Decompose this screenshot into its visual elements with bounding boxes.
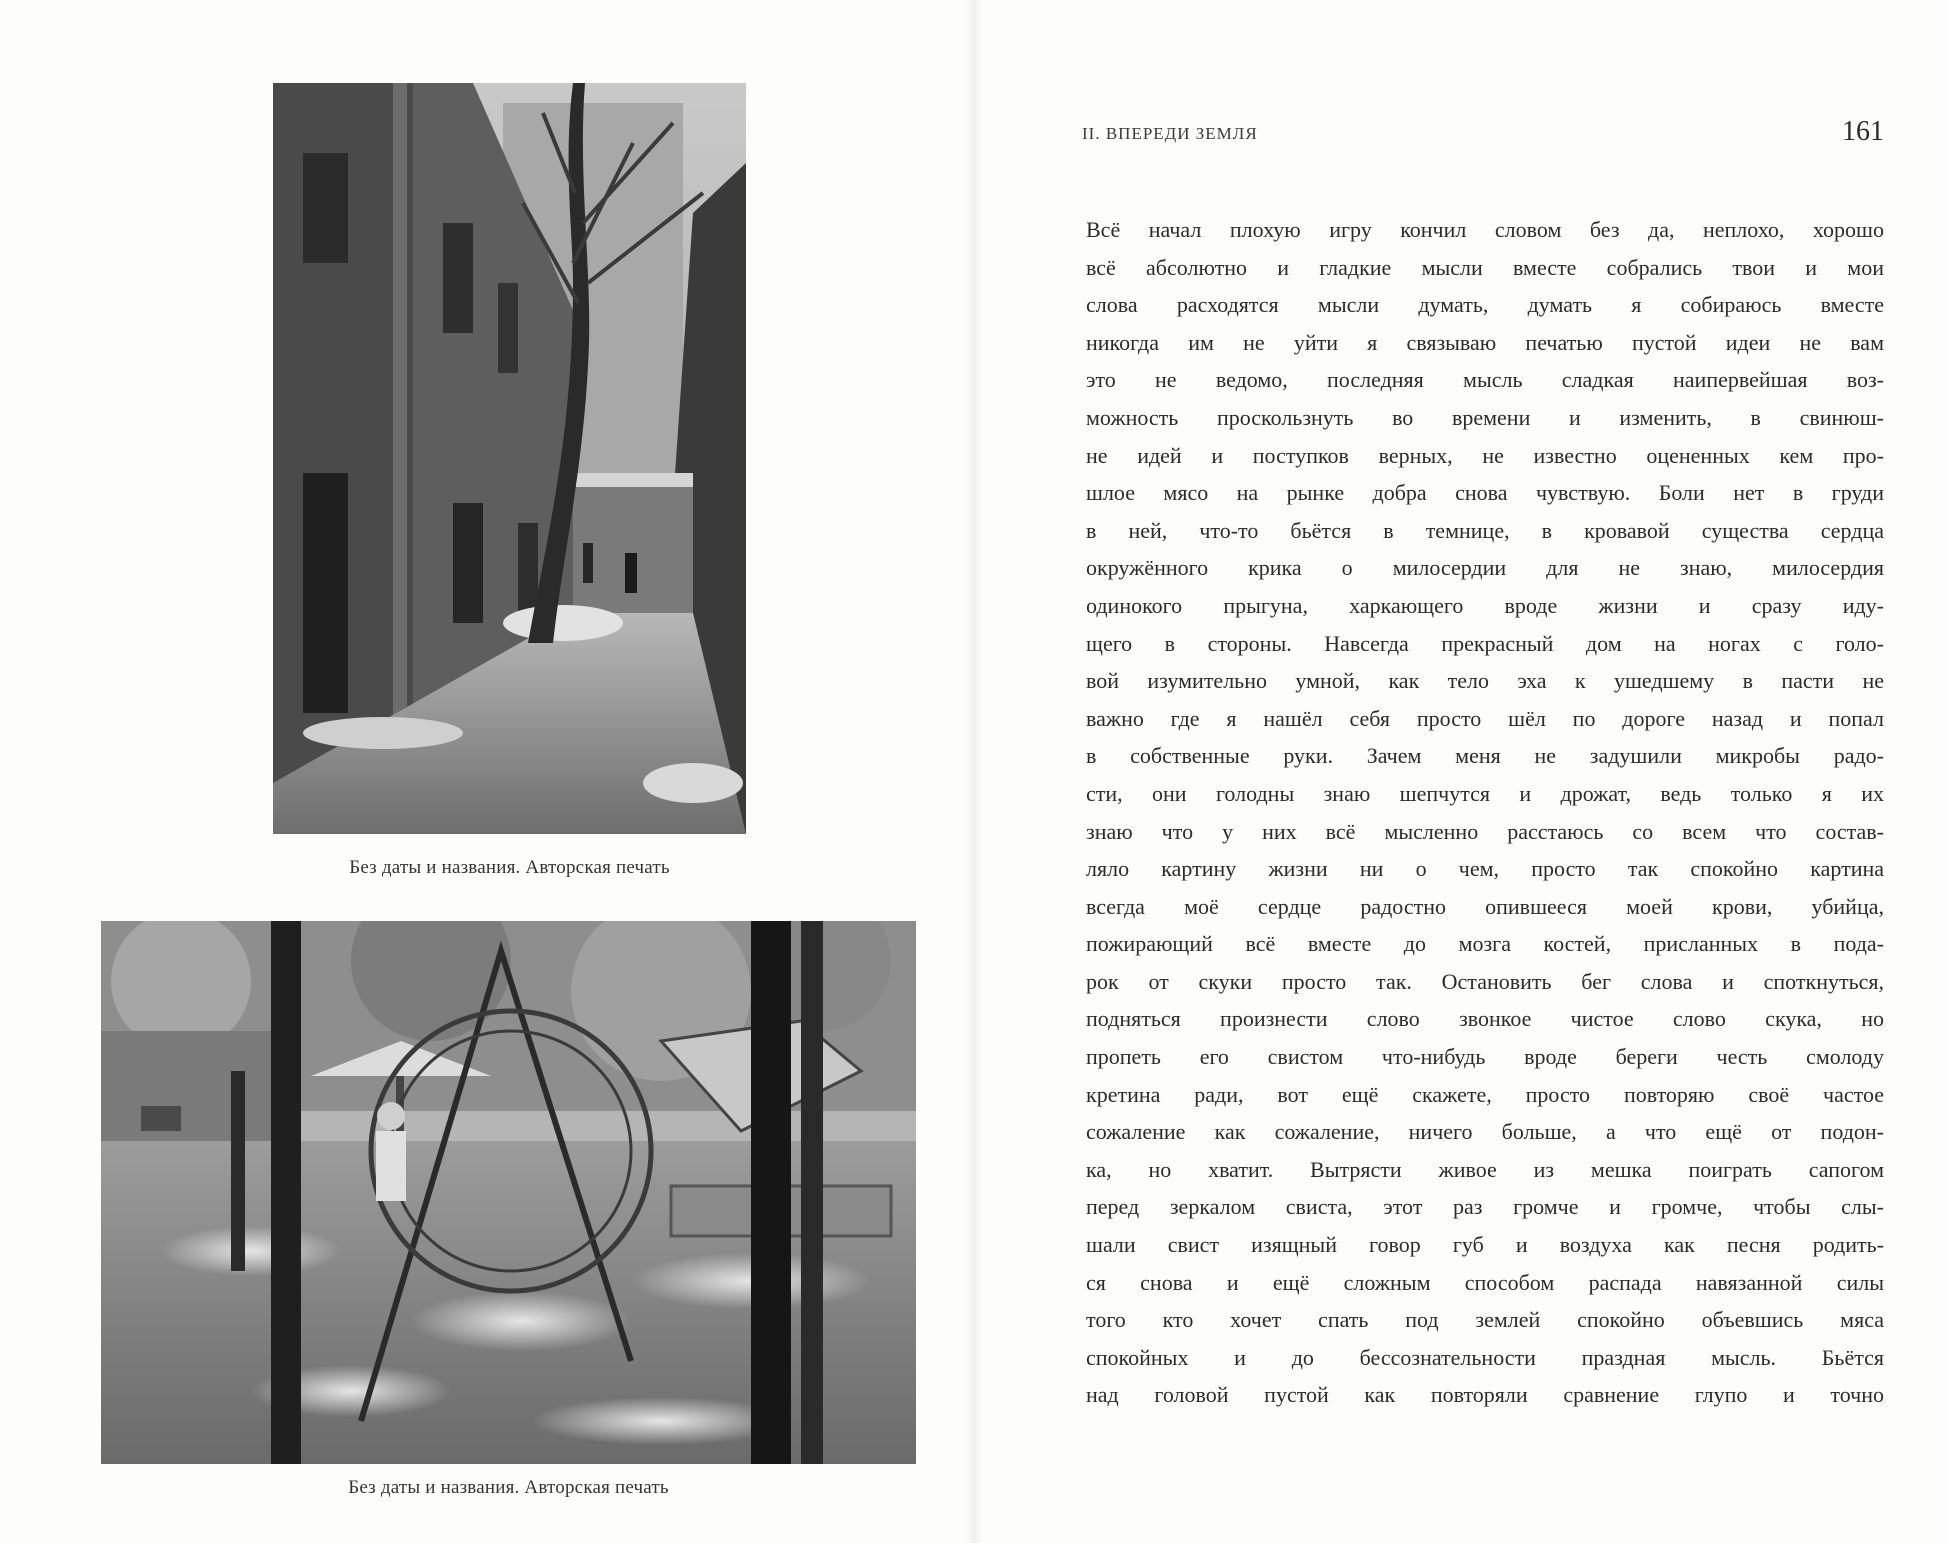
body-text-line: рок от скуки просто так. Остановить бег слова и споткнуться,: [1086, 968, 1884, 994]
body-text-line: пропеть его свистом что-нибудь вроде береги честь смолоду: [1086, 1044, 1884, 1070]
body-text-line: сти, они голодны знаю шепчутся и дрожат, ведь только я их: [1086, 780, 1884, 806]
body-text-line: щего в стороны. Навсегда прекрасный дом на ногах с голо-: [1086, 630, 1884, 656]
photo-caption: Без даты и названия. Авторская печать: [348, 1477, 669, 1498]
body-text-line: спокойных и до бессознательности праздная мысль. Бьётся: [1086, 1344, 1884, 1370]
body-text-line: одинокого прыгуна, харкающего вроде жизни и сразу иду-: [1086, 592, 1884, 618]
body-text-line: шлое мясо на рынке добра снова чувствую. Боли нет в груди: [1086, 480, 1884, 506]
running-head: II. ВПЕРЕДИ ЗЕМЛЯ: [1082, 124, 1258, 143]
body-text-line: окружённого крика о милосердии для не знаю, милосердия: [1086, 555, 1884, 581]
body-text-line: пожирающий всё вместе до мозга костей, присланных в пода-: [1086, 931, 1884, 957]
body-text-line: ка, но хватит. Вытрясти живое из мешка поиграть сапогом: [1086, 1156, 1884, 1182]
body-text-line: слова расходятся мысли думать, думать я собираюсь вместе: [1086, 292, 1884, 318]
body-text-line: того кто хочет спать под землей спокойно объевшись мяса: [1086, 1307, 1884, 1333]
body-text-line: вой изумительно умной, как тело эха к ушедшему в пасти не: [1086, 668, 1884, 694]
page-number: 161: [1842, 116, 1884, 147]
courtyard-photo: [273, 83, 746, 834]
body-text-line: подняться произнести слово звонкое чистое слово скука, но: [1086, 1006, 1884, 1032]
body-text-line: всегда моё сердце радостно опившееся моей крови, убийца,: [1086, 893, 1884, 919]
body-text-line: перед зеркалом свиста, этот раз громче и громче, чтобы слы-: [1086, 1194, 1884, 1220]
body-text-line: кретина ради, вот ещё скажете, просто повторяю своё частое: [1086, 1081, 1884, 1107]
body-text-line: никогда им не уйти я связываю печатью пустой идеи не вам: [1086, 329, 1884, 355]
body-text-line: шали свист изящный говор губ и воздуха как песня родить-: [1086, 1232, 1884, 1258]
photo-caption: Без даты и названия. Авторская печать: [349, 857, 670, 878]
body-text-line: ся снова и ещё сложным способом распада навязанной силы: [1086, 1269, 1884, 1295]
body-text-line: знаю что у них всё мысленно расстаюсь со всем что состав-: [1086, 818, 1884, 844]
body-text-line: Всё начал плохую игру кончил словом без да, неплохо, хорошо: [1086, 217, 1884, 242]
right-page: [974, 0, 1947, 1543]
body-text-line: в ней, что-то бьётся в темнице, в кровавой существа сердца: [1086, 517, 1884, 543]
body-text-line: важно где я нашёл себя просто шёл по дороге назад и попал: [1086, 705, 1884, 731]
body-text-line: это не ведомо, последняя мысль сладкая наипервейшая воз-: [1086, 367, 1884, 393]
body-text-line: всё абсолютно и гладкие мысли вместе собрались твои и мои: [1086, 254, 1884, 280]
body-text: [1086, 211, 1884, 1414]
body-text-line: можность проскользнуть во времени и изменить, в свинюш-: [1086, 404, 1884, 430]
body-text-line: в собственные руки. Зачем меня не задушили микробы радо-: [1086, 743, 1884, 769]
playground-photo: [101, 921, 916, 1464]
body-text-line: сожаление как сожаление, ничего больше, а что ещё от подон-: [1086, 1119, 1884, 1145]
body-text-line: не идей и поступков верных, не известно оцененных кем про-: [1086, 442, 1884, 468]
playground-photo-image: [101, 921, 916, 1464]
body-text-line: ляло картину жизни ни о чем, просто так спокойно картина: [1086, 856, 1884, 882]
courtyard-photo-image: [273, 83, 746, 834]
body-text-line: над головой пустой как повторяли сравнение глупо и точно: [1086, 1382, 1884, 1408]
